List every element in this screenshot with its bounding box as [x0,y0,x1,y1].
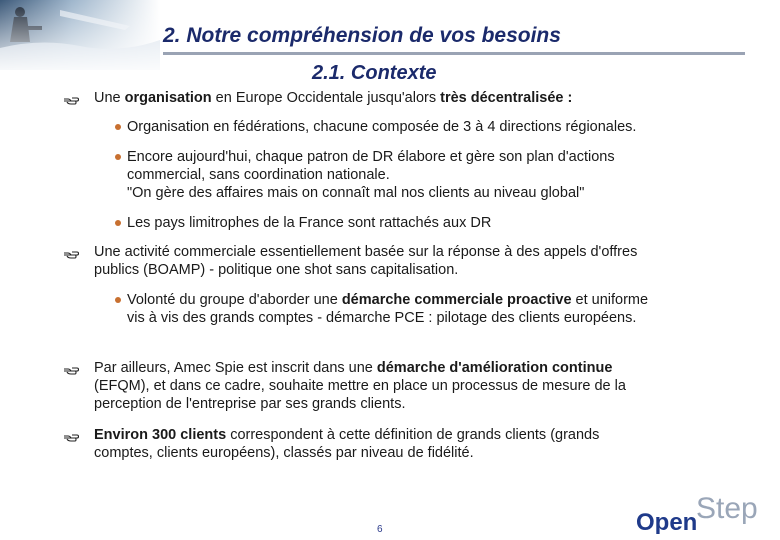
page-number: 6 [377,524,383,535]
pointing-hand-icon [63,249,79,261]
section-subtitle: 2.1. Contexte [312,62,437,84]
sub-bullet-dot [115,220,121,226]
pointing-hand-icon [63,365,79,377]
bullet-4-text: Environ 300 clients correspondent à cette définition de grands clients (grands comptes, clients européens), classés par niveau de fidélité. [94,427,600,461]
bullet-3-text: Par ailleurs, Amec Spie est inscrit dans une démarche d'amélioration continue (EFQM), et dans ce cadre, souhaite mettre en place un processus de mesure de la perception de l'entreprise par ses grands clients. [94,360,626,412]
logo-word-open: Open [636,509,698,534]
sub-bullet-dot [115,297,121,303]
openstep-logo [636,494,771,534]
bullet-2-text: Une activité commerciale essentiellement basée sur la réponse à des appels d'offres publics (BOAMP) - politique one shot sans capitalisation. [94,244,638,278]
sub-bullet-2-1: Volonté du groupe d'aborder une démarche commerciale proactive et uniforme vis à vis des grands comptes - démarche PCE : pilotage des clients européens. [127,292,649,326]
sub-bullet-1-3: Les pays limitrophes de la France sont rattachés aux DR [127,215,492,231]
page-title: 2. Notre compréhension de vos besoins [163,24,561,47]
pointing-hand-icon [63,432,79,444]
bullet-1-text: Une organisation en Europe Occidentale jusqu'alors très décentralisée : [94,90,573,106]
sub-bullet-1-1: Organisation en fédérations, chacune composée de 3 à 4 directions régionales. [127,119,637,135]
pointing-hand-icon [63,95,79,107]
sub-bullet-dot [115,154,121,160]
sub-bullet-1-2: Encore aujourd'hui, chaque patron de DR élabore et gère son plan d'actions commercial, sans coordination nationale. "On gère des affaires mais on connaît mal nos clients au niveau global" [127,149,615,201]
sub-bullet-dot [115,124,121,130]
logo-word-step: Step [696,494,758,525]
